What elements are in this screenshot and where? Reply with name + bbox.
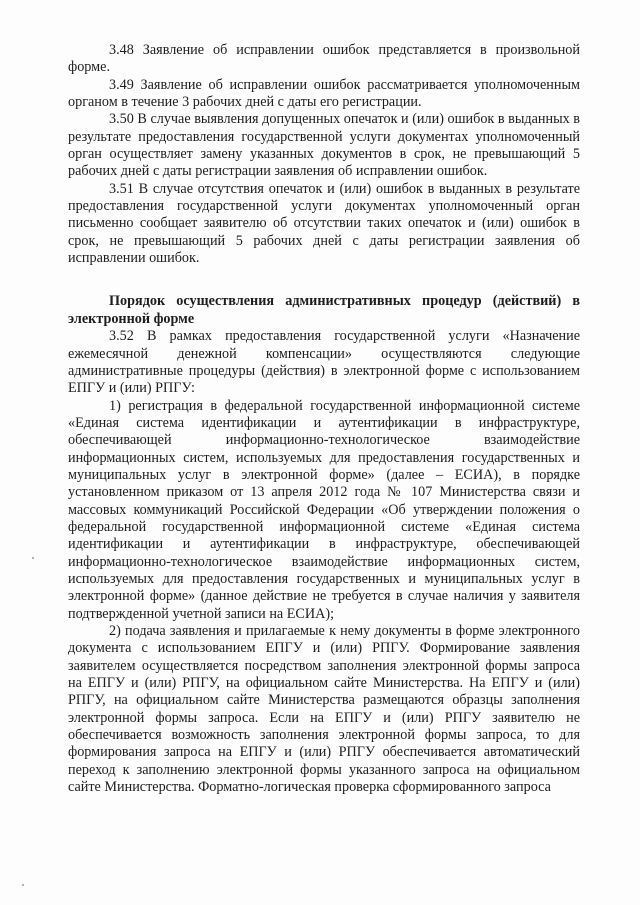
scan-speck bbox=[22, 884, 24, 886]
paragraph-3-48: 3.48 Заявление об исправлении ошибок представляется в произвольной форме. bbox=[68, 42, 580, 76]
paragraph-3-50: 3.50 В случае выявления допущенных опечаток и (или) ошибок в выданных в результате предоставления государственной услуги документах уполномоченный орган осуществляет замену указанных документов в срок, не превышающий 5 рабочих дней с даты регистрации заявления об исправлении ошибок. bbox=[68, 111, 580, 180]
paragraph-3-52: 3.52 В рамках предоставления государственной услуги «Назначение ежемесячной денежной компенсации» осуществляются следующие административные процедуры (действия) в электронной форме с использованием ЕПГУ и (или) РПГУ: bbox=[68, 328, 580, 397]
paragraph-3-51: 3.51 В случае отсутствия опечаток и (или) ошибок в выданных в результате предоставления государственной услуги документах уполномоченный орган письменно сообщает заявителю об отсутствии таких опечаток и (или) ошибок в срок, не превышающий 5 рабочих дней с даты регистрации заявления об исправлении ошибок. bbox=[68, 180, 580, 267]
list-item-1: 1) регистрация в федеральной государственной информационной системе «Единая система идентификации и аутентификации в инфраструктуре, обеспечивающей информационно-технологическое взаимодействие информационных систем, используемых для предоставления государственных и муниципальных услуг в электронной форме» (далее – ЕСИА), в порядке установленном приказом от 13 апреля 2012 года № 107 Министерства связи и массовых коммуникаций Российской Федерации «Об утверждении положения о федеральной государственной информационной системе «Единая система идентификации и аутентификации в инфраструктуре, обеспечивающей информационно-технологическое взаимодействие информационных систем, используемых для предоставления государственных и муниципальных услуг в электронной форме» (данное действие не требуется в случае наличия у заявителя подтвержденной учетной записи на ЕСИА); bbox=[68, 397, 580, 622]
paragraph-3-49: 3.49 Заявление об исправлении ошибок рассматривается уполномоченным органом в течение 3 рабочих дней с даты его регистрации. bbox=[68, 76, 580, 111]
document-body bbox=[68, 42, 580, 796]
section-heading: Порядок осуществления административных процедур (действий) в электронной форме bbox=[68, 293, 580, 327]
list-item-2: 2) подача заявления и прилагаемые к нему документы в форме электронного документа с использованием ЕПГУ и (или) РПГУ. Формирование заявления заявителем осуществляется посредством заполнения электронной формы запроса на ЕПГУ и (или) РПГУ, на официальном сайте Министерства. На ЕПГУ и (или) РПГУ, на официальном сайте Министерства размещаются образцы заполнения электронной формы запроса. Если на ЕПГУ и (или) РПГУ заявителю не обеспечивается возможность заполнения электронной формы запроса, то для формирования запроса на ЕПГУ и (или) РПГУ обеспечивается автоматический переход к заполнению электронной формы указанного запроса на официальном сайте Министерства. Форматно-логическая проверка сформированного запроса bbox=[68, 623, 580, 796]
scan-speck bbox=[32, 557, 34, 559]
